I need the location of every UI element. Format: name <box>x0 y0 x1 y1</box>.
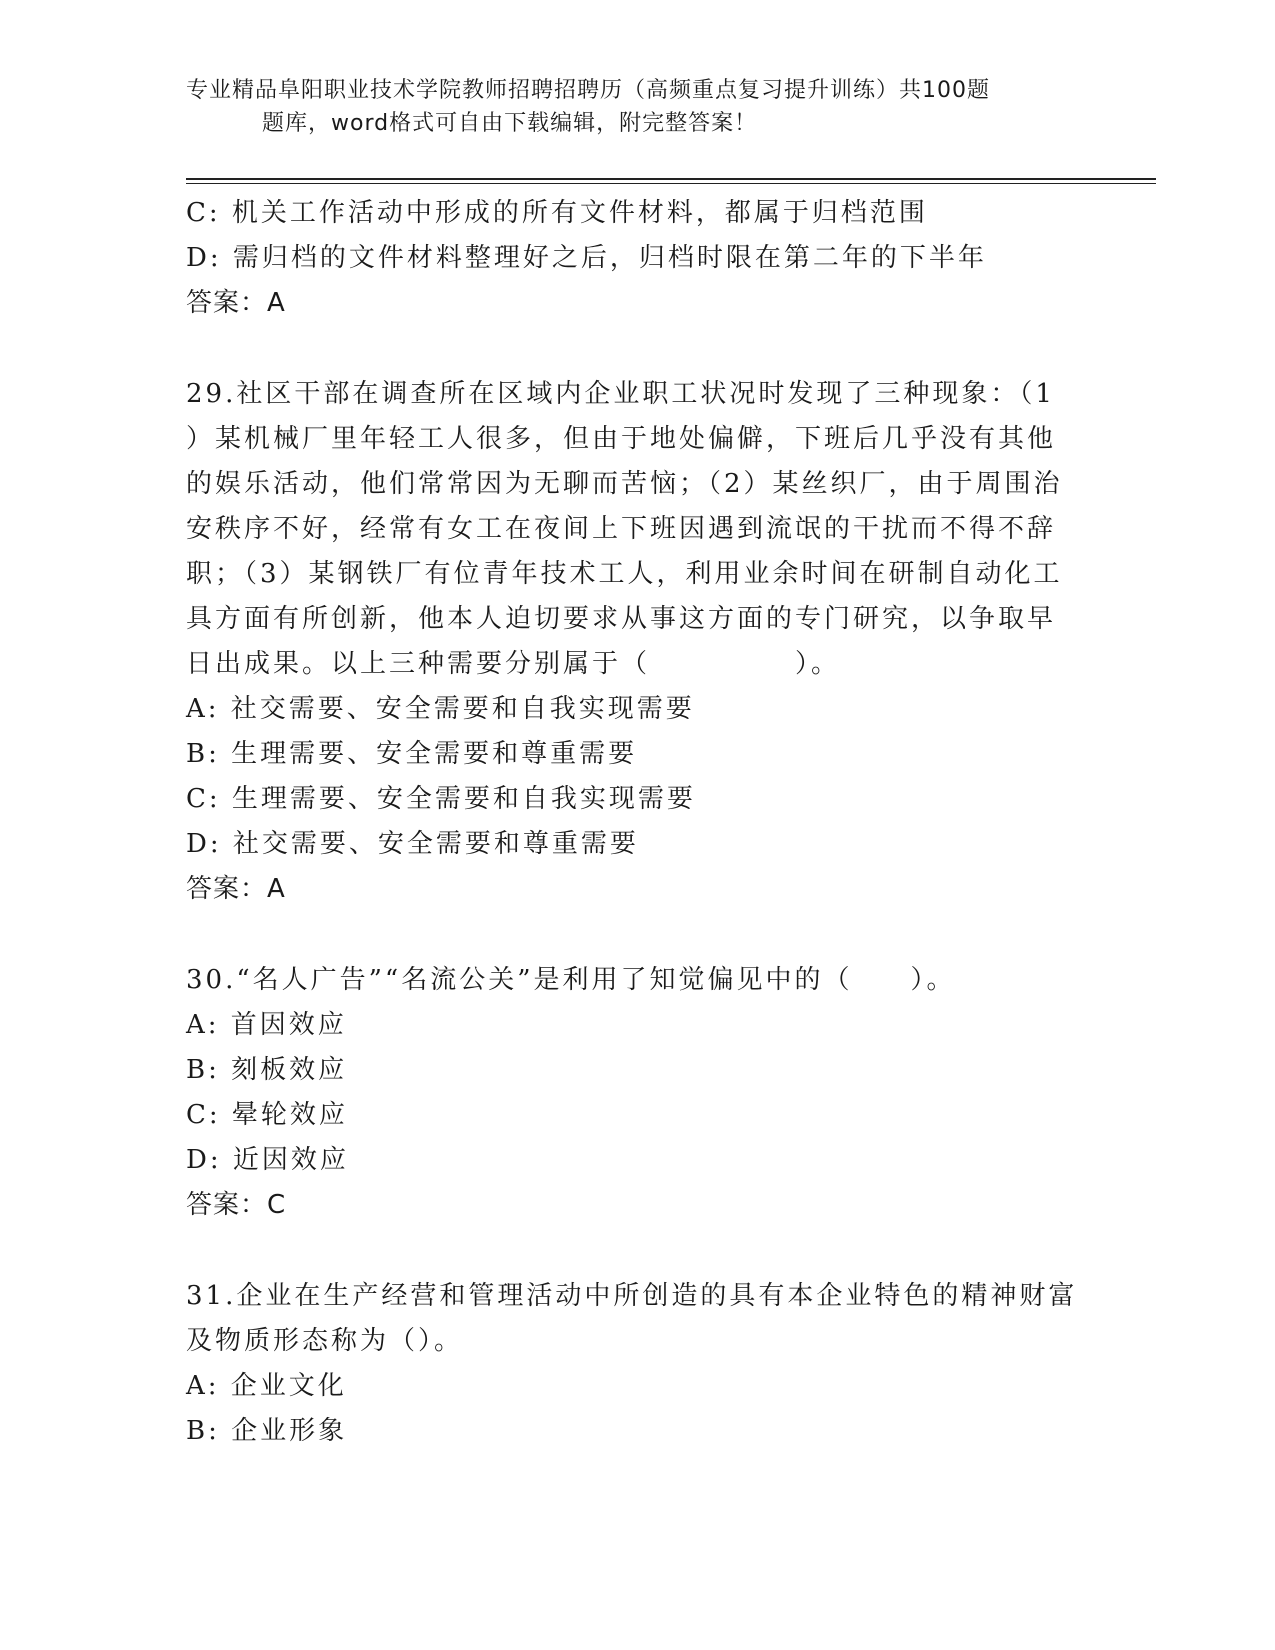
answer-line: 答案：C <box>186 1190 287 1220</box>
header-line-1: 专业精品阜阳职业技术学院教师招聘招聘历（高频重点复习提升训练）共100题 <box>186 78 990 103</box>
header-line-2: 题库，word格式可自由下载编辑，附完整答案！ <box>262 111 758 136</box>
option-d: D: 社交需要、安全需要和尊重需要 <box>186 829 639 859</box>
option-d: D: 需归档的文件材料整理好之后，归档时限在第二年的下半年 <box>186 243 987 273</box>
question-stem-line: 安秩序不好，经常有女工在夜间上下班因遇到流氓的干扰而不得不辞 <box>186 514 1057 544</box>
option-c: C: 晕轮效应 <box>186 1100 348 1130</box>
question-stem-line: 的娱乐活动，他们常常因为无聊而苦恼；（2）某丝织厂，由于周围治 <box>186 469 1063 499</box>
question-31 <box>186 1274 1086 1454</box>
question-stem-line: 日出成果。以上三种需要分别属于（ ）。 <box>186 649 841 679</box>
question-stem-line: 职；（3）某钢铁厂有位青年技术工人，利用业余时间在研制自动化工 <box>186 559 1063 589</box>
option-a: A: 首因效应 <box>186 1010 347 1040</box>
option-c: C: 机关工作活动中形成的所有文件材料，都属于归档范围 <box>186 198 928 228</box>
page-header <box>186 74 1066 140</box>
header-divider-thin <box>186 183 1156 184</box>
option-b: B: 企业形象 <box>186 1416 348 1446</box>
question-29 <box>186 372 1086 912</box>
question-stem-line: 及物质形态称为（）。 <box>186 1326 464 1356</box>
question-stem-line: 31.企业在生产经营和管理活动中所创造的具有本企业特色的精神财富 <box>186 1281 1078 1311</box>
option-c: C: 生理需要、安全需要和自我实现需要 <box>186 784 696 814</box>
option-d: D: 近因效应 <box>186 1145 349 1175</box>
answer-line: 答案：A <box>186 288 286 318</box>
option-b: B: 刻板效应 <box>186 1055 348 1085</box>
option-a: A: 企业文化 <box>186 1371 347 1401</box>
question-stem-line: 具方面有所创新，他本人迫切要求从事这方面的专门研究，以争取早 <box>186 604 1057 634</box>
answer-line: 答案：A <box>186 874 286 904</box>
question-stem-line: ）某机械厂里年轻工人很多，但由于地处偏僻，下班后几乎没有其他 <box>186 424 1057 454</box>
question-28-continued <box>186 191 1086 326</box>
question-30 <box>186 958 1086 1228</box>
header-divider-thick <box>186 178 1156 180</box>
question-stem-line: 29.社区干部在调查所在区域内企业职工状况时发现了三种现象：（1 <box>186 379 1055 409</box>
question-stem-line: 30.“名人广告”“名流公关”是利用了知觉偏见中的（ ）。 <box>186 965 956 995</box>
option-a: A: 社交需要、安全需要和自我实现需要 <box>186 694 695 724</box>
document-body <box>186 191 1086 1454</box>
option-b: B: 生理需要、安全需要和尊重需要 <box>186 739 638 769</box>
